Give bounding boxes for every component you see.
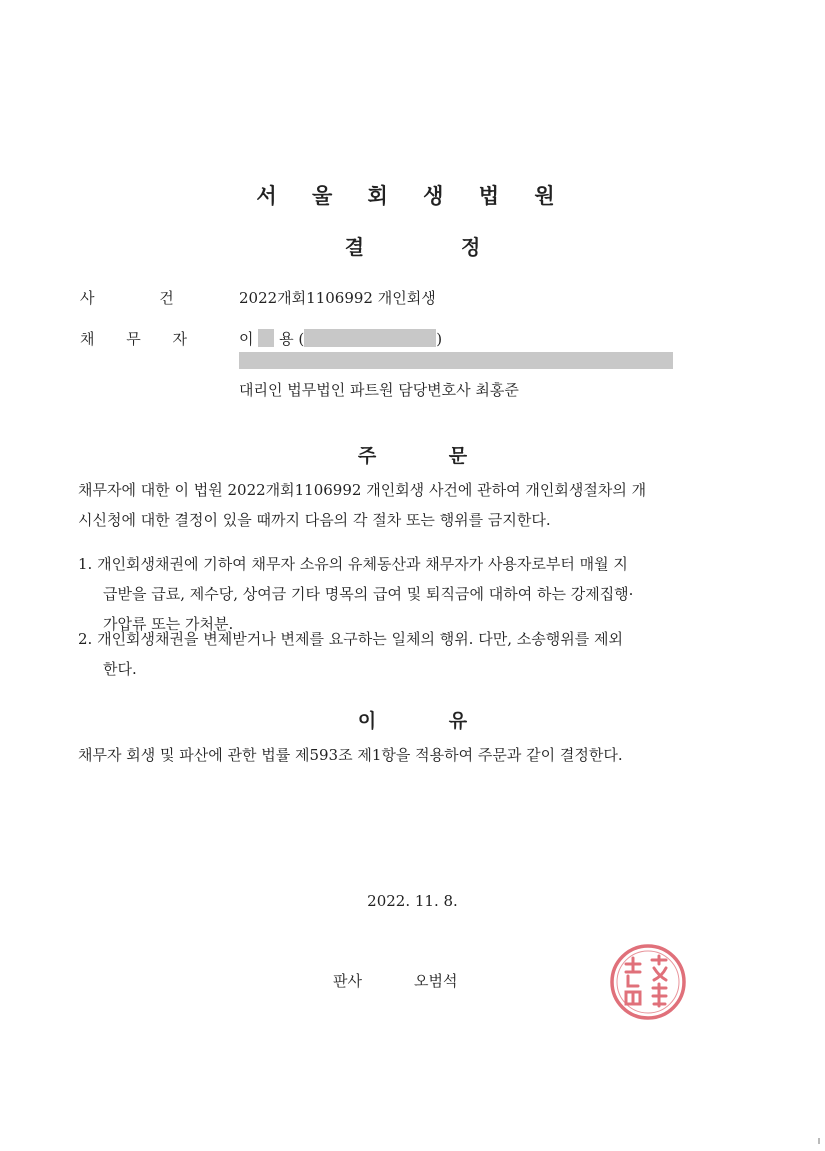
order-item-2-line-2: 한다. xyxy=(103,660,137,678)
judge-seal-stamp xyxy=(606,940,690,1024)
reason-text: 채무자 회생 및 파산에 관한 법률 제593조 제1항을 적용하여 주문과 같이 결정한다. xyxy=(78,746,623,764)
order-intro-line-1: 채무자에 대한 이 법원 2022개회1106992 개인회생 사건에 관하여 개인회생절차의 개 xyxy=(78,481,647,499)
debtor-name-prefix: 이 xyxy=(239,330,254,348)
judge-title: 판사 xyxy=(333,972,362,990)
reason-heading: 이 유 xyxy=(357,710,468,732)
judge-name: 오범석 xyxy=(414,972,458,990)
case-label: 사 건 xyxy=(80,289,174,307)
debtor-name-redaction xyxy=(258,329,274,347)
debtor-name-row xyxy=(239,328,442,349)
order-item-2 xyxy=(78,624,758,684)
debtor-agent: 대리인 법무법인 파트원 담당변호사 최홍준 xyxy=(239,381,519,399)
order-heading: 주 문 xyxy=(357,445,468,467)
decision-date: 2022. 11. 8. xyxy=(367,892,458,910)
case-value: 2022개회1106992 개인회생 xyxy=(239,289,436,307)
order-intro xyxy=(78,475,758,535)
debtor-id-redaction xyxy=(304,329,436,347)
order-item-1-line-1: 1. 개인회생채권에 기하여 채무자 소유의 유체동산과 채무자가 사용자로부터 매월 지 xyxy=(78,555,628,573)
debtor-label: 채 무 자 xyxy=(80,330,188,348)
order-item-1-line-2: 급받을 급료, 제수당, 상여금 기타 명목의 급여 및 퇴직금에 대하여 하는 강제집행· xyxy=(103,585,634,603)
court-name: 서 울 회 생 법 원 xyxy=(256,184,569,208)
debtor-address-redaction xyxy=(239,352,673,369)
debtor-id-paren-open: ( xyxy=(298,330,305,348)
debtor-id-paren-close: ) xyxy=(436,330,443,348)
scan-artifact-mark xyxy=(818,1138,820,1144)
order-item-2-line-1: 2. 개인회생채권을 변제받거나 변제를 요구하는 일체의 행위. 다만, 소송행위를 제외 xyxy=(78,630,623,648)
order-intro-line-2: 시신청에 대한 결정이 있을 때까지 다음의 각 절차 또는 행위를 금지한다. xyxy=(78,511,551,529)
document-title: 결 정 xyxy=(344,235,481,259)
debtor-name-suffix: 용 xyxy=(279,330,294,348)
order-item-1-line-3: 가압류 또는 가처분. xyxy=(103,615,234,633)
